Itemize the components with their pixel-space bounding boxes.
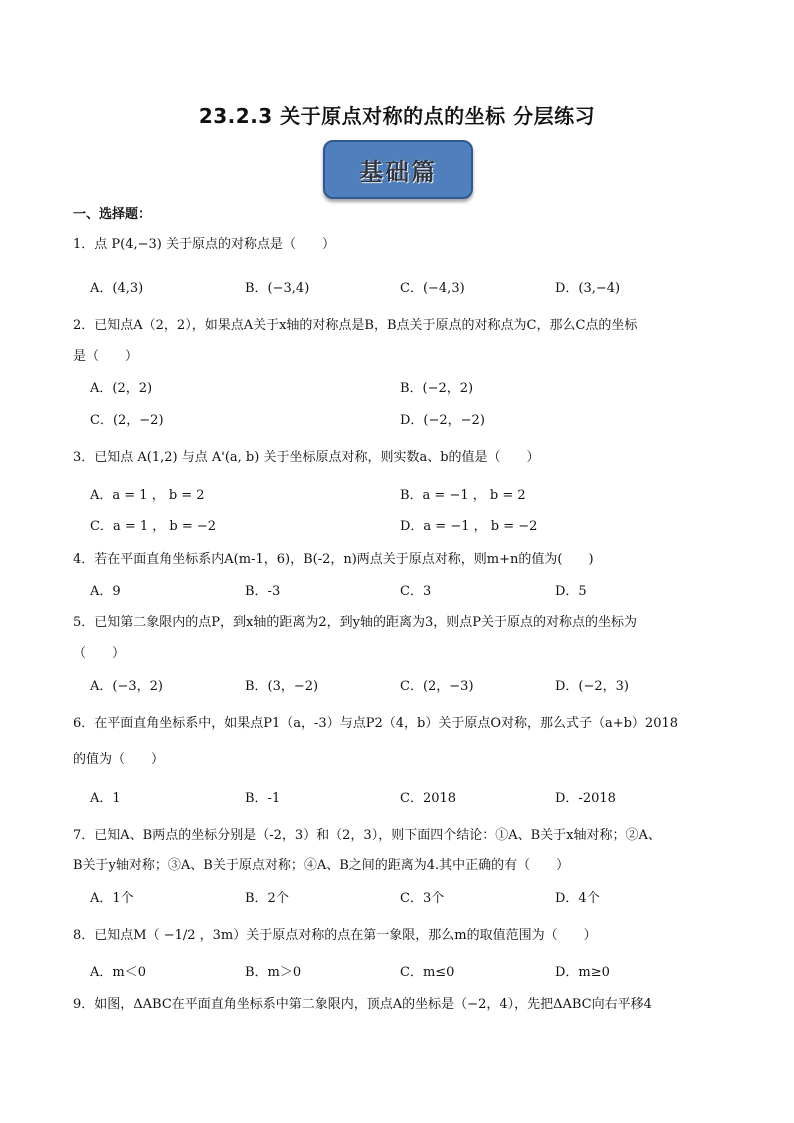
question-8-stem: 8．已知点M（ −1/2 ，3m）关于原点对称的点在第一象限，那么m的取值范围为（ ） — [73, 928, 597, 943]
question-2-option-a: A．(2，2) — [90, 381, 153, 396]
question-1-option-c: C．(−4,3) — [400, 281, 465, 296]
section-heading: 一、选择题： — [73, 207, 152, 222]
question-5-option-b: B．(3，−2) — [245, 679, 319, 694]
question-6-option-b: B．-1 — [245, 791, 281, 806]
question-9-stem: 9．如图，ΔABC在平面直角坐标系中第二象限内，顶点A的坐标是（−2，4），先把ΔABC向右平移4 — [73, 997, 652, 1012]
question-7-stem-line-2: B关于y轴对称；③A、B关于原点对称；④A、B之间的距离为4.其中正确的有（ ） — [73, 858, 570, 873]
question-2-option-d: D．(−2，−2) — [400, 413, 485, 428]
question-3-option-d: D．a = −1 ， b = −2 — [400, 519, 538, 534]
question-6-option-a: A．1 — [90, 791, 121, 806]
question-2-stem-line-1: 2．已知点A（2，2），如果点A关于x轴的对称点是B，B点关于原点的对称点为C，那么C点的坐标 — [73, 318, 638, 333]
question-5-stem-line-2: （ ） — [73, 646, 126, 661]
question-3-stem: 3．已知点 A(1,2) 与点 A'(a, b) 关于坐标原点对称，则实数a、b的值是（ ） — [73, 450, 540, 465]
level-badge: 基础篇 — [323, 140, 473, 199]
question-1-option-d: D．(3,−4) — [555, 281, 621, 296]
question-3-option-a: A．a = 1 ， b = 2 — [90, 488, 205, 503]
question-7-option-d: D．4个 — [555, 891, 600, 906]
question-4-option-a: A．9 — [90, 584, 121, 599]
question-1-option-b: B．(−3,4) — [245, 281, 310, 296]
question-4-option-c: C．3 — [400, 584, 432, 599]
question-4-option-b: B．-3 — [245, 584, 281, 599]
question-8-option-c: C．m≤0 — [400, 965, 455, 980]
question-2-option-c: C．(2，−2) — [90, 413, 164, 428]
question-5-option-c: C．(2，−3) — [400, 679, 474, 694]
page-title: 23.2.3 关于原点对称的点的坐标 分层练习 — [198, 104, 596, 128]
question-6-option-d: D．-2018 — [555, 791, 616, 806]
question-5-option-a: A．(−3，2) — [90, 679, 163, 694]
question-6-stem-line-1: 6．在平面直角坐标系中，如果点P1（a，-3）与点P2（4，b）关于原点O对称，那么式子（a+b）2018 — [73, 716, 679, 731]
question-3-option-c: C．a = 1 ， b = −2 — [90, 519, 217, 534]
question-8-option-d: D．m≥0 — [555, 965, 610, 980]
question-1-stem: 1．点 P(4,−3) 关于原点的对称点是（ ） — [73, 237, 335, 252]
question-4-option-d: D．5 — [555, 584, 587, 599]
question-7-option-a: A．1个 — [90, 891, 134, 906]
question-3-option-b: B．a = −1 ， b = 2 — [400, 488, 526, 503]
question-1-option-a: A．(4,3) — [90, 281, 144, 296]
question-2-stem-line-2: 是（ ） — [73, 349, 139, 364]
question-8-option-b: B．m＞0 — [245, 965, 302, 980]
question-4-stem: 4．若在平面直角坐标系内A(m-1，6)，B(-2，n)两点关于原点对称，则m+n的值为( ) — [73, 552, 594, 567]
question-8-option-a: A．m＜0 — [90, 965, 146, 980]
question-5-stem-line-1: 5．已知第二象限内的点P，到x轴的距离为2，到y轴的距离为3，则点P关于原点的对称点的坐标为 — [73, 615, 637, 630]
question-7-stem-line-1: 7．已知A、B两点的坐标分别是（-2，3）和（2，3），则下面四个结论：①A、B关于x轴对称；②A、 — [73, 828, 661, 843]
question-7-option-c: C．3个 — [400, 891, 445, 906]
question-5-option-d: D．(−2，3) — [555, 679, 630, 694]
question-6-stem-line-2: 的值为（ ） — [73, 752, 165, 767]
question-6-option-c: C．2018 — [400, 791, 457, 806]
question-7-option-b: B．2个 — [245, 891, 289, 906]
question-2-option-b: B．(−2，2) — [400, 381, 474, 396]
